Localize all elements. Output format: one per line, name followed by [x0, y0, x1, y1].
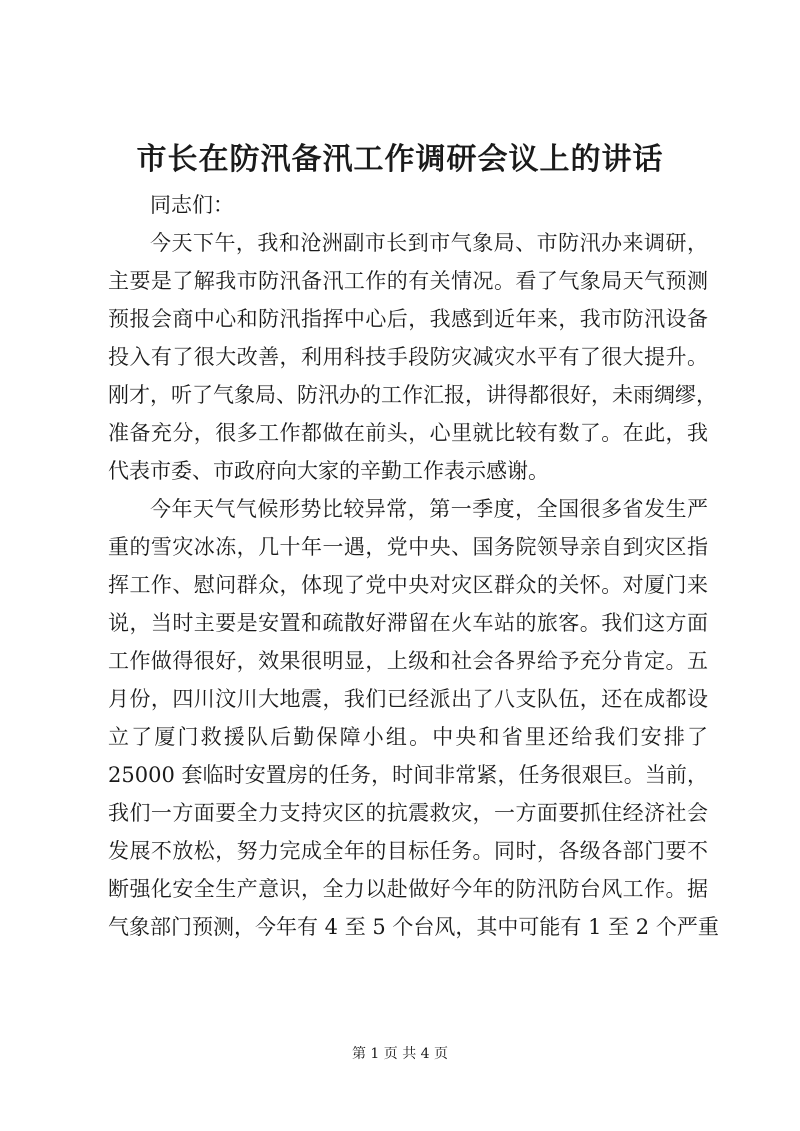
paragraph-2-line-9: 我们一方面要全力支持灾区的抗震救灾，一方面要抓住经济社会: [108, 801, 708, 825]
paragraph-2-line-8: 25000 套临时安置房的任务，时间非常紧，任务很艰巨。当前，: [108, 763, 708, 787]
page-number-footer: 第 1 页 共 4 页: [351, 1046, 449, 1062]
paragraph-1-line-6: 准备充分，很多工作都做在前头，心里就比较有数了。在此，我: [108, 421, 708, 445]
paragraph-1-line-1: 今天下午，我和沧洲副市长到市气象局、市防汛办来调研，: [150, 231, 708, 255]
paragraph-2-line-11: 断强化安全生产意识，全力以赴做好今年的防汛防台风工作。据: [108, 877, 708, 901]
paragraph-2-line-10: 发展不放松，努力完成全年的目标任务。同时，各级各部门要不: [108, 839, 708, 863]
paragraph-2-line-12: 气象部门预测，今年有 4 至 5 个台风，其中可能有 1 至 2 个严重: [108, 915, 719, 939]
paragraph-2-line-5: 工作做得很好，效果很明显，上级和社会各界给予充分肯定。五: [108, 649, 708, 673]
paragraph-2-line-4: 说，当时主要是安置和疏散好滞留在火车站的旅客。我们这方面: [108, 611, 708, 635]
paragraph-2-line-6: 月份，四川汶川大地震，我们已经派出了八支队伍，还在成都设: [108, 687, 708, 711]
paragraph-1-line-2: 主要是了解我市防汛备汛工作的有关情况。看了气象局天气预测: [108, 269, 708, 293]
paragraph-2-line-7: 立了厦门救援队后勤保障小组。中央和省里还给我们安排了: [108, 725, 708, 749]
greeting: 同志们：: [150, 193, 234, 217]
document-title: 市长在防汛备汛工作调研会议上的讲话: [136, 142, 664, 177]
paragraph-1-line-5: 刚才，听了气象局、防汛办的工作汇报，讲得都很好，未雨绸缪，: [108, 383, 717, 407]
paragraph-1-line-4: 投入有了很大改善，利用科技手段防灾减灾水平有了很大提升。: [108, 345, 708, 369]
paragraph-2-line-1: 今年天气气候形势比较异常，第一季度，全国很多省发生严: [150, 497, 708, 521]
paragraph-1-line-7: 代表市委、市政府向大家的辛勤工作表示感谢。: [108, 459, 549, 483]
paragraph-2-line-3: 挥工作、慰问群众，体现了党中央对灾区群众的关怀。对厦门来: [108, 573, 708, 597]
paragraph-2-line-2: 重的雪灾冰冻，几十年一遇，党中央、国务院领导亲自到灾区指: [108, 535, 708, 559]
paragraph-1-line-3: 预报会商中心和防汛指挥中心后，我感到近年来，我市防汛设备: [108, 307, 708, 331]
